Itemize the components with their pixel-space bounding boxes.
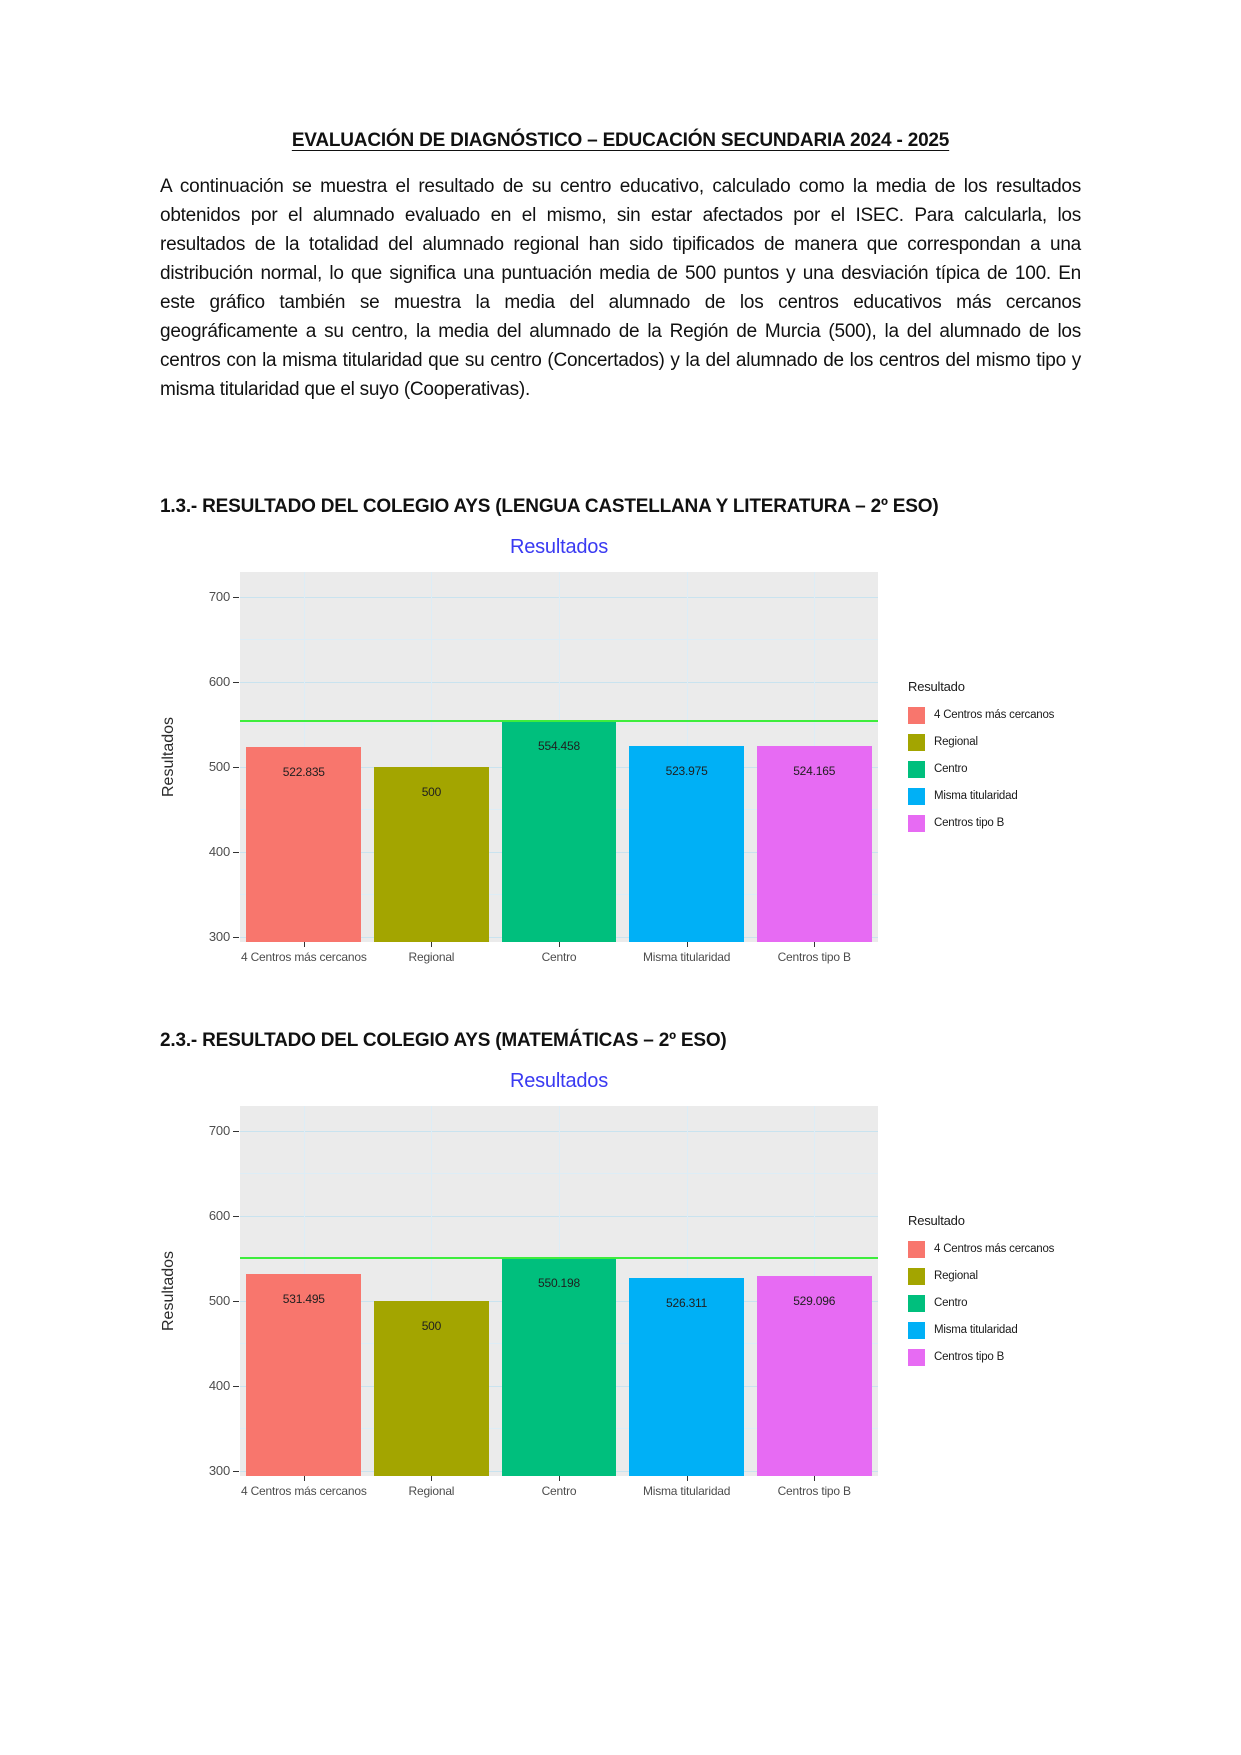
legend-title: Resultado <box>908 1212 965 1228</box>
bar-value-label: 500 <box>421 1318 442 1333</box>
x-tick-label: Misma titularidad <box>642 1484 731 1498</box>
x-tick-mark <box>687 1476 688 1481</box>
x-tick-label: Centro <box>541 1484 577 1498</box>
plot-area <box>240 1106 878 1476</box>
legend-label: Regional <box>934 736 978 748</box>
legend-swatch <box>908 1268 925 1285</box>
y-tick-mark <box>233 682 239 683</box>
legend-swatch <box>908 707 925 724</box>
y-tick-mark <box>233 767 239 768</box>
section-heading-matematicas: 2.3.- RESULTADO DEL COLEGIO AYS (MATEMÁTICAS – 2º ESO) <box>160 1030 727 1051</box>
x-tick-label: Centros tipo B <box>777 1484 851 1498</box>
y-axis-title: Resultados <box>160 716 177 798</box>
x-tick-label: Centro <box>541 950 577 964</box>
y-axis-title: Resultados <box>160 1250 177 1332</box>
y-tick-label: 700 <box>208 588 230 604</box>
bar-value-label: 523.975 <box>665 764 708 779</box>
x-tick-mark <box>814 1476 815 1481</box>
x-tick-mark <box>431 942 432 947</box>
x-tick-mark <box>304 1476 305 1481</box>
section-heading-lengua: 1.3.- RESULTADO DEL COLEGIO AYS (LENGUA CASTELLANA Y LITERATURA – 2º ESO) <box>160 496 939 517</box>
legend-title: Resultado <box>908 678 965 694</box>
y-tick-label: 300 <box>208 928 230 944</box>
legend-label: Centro <box>934 1297 968 1309</box>
legend-item <box>908 729 1080 756</box>
bar-value-label: 531.495 <box>282 1292 325 1306</box>
bar-value-label: 529.096 <box>793 1294 836 1308</box>
bar-value-label: 526.311 <box>666 1296 708 1311</box>
document-title: EVALUACIÓN DE DIAGNÓSTICO – EDUCACIÓN SECUNDARIA 2024 - 2025 <box>291 130 950 151</box>
bar-value-label: 522.835 <box>282 765 325 780</box>
bar-value-label: 524.165 <box>793 764 836 779</box>
y-tick-mark <box>233 1471 239 1472</box>
y-tick-mark <box>233 597 239 598</box>
legend-label: Centros tipo B <box>934 1351 1005 1363</box>
legend-label: Centros tipo B <box>934 817 1005 829</box>
x-tick-label: 4 Centros más cercanos <box>240 950 367 964</box>
y-tick-mark <box>233 1386 239 1387</box>
bar-value-label: 554.458 <box>538 738 580 753</box>
intro-paragraph: A continuación se muestra el resultado de su centro educativo, calculado como la media de los resultados obtenidos por el alumnado evaluado en el mismo, sin estar afectados por el ISEC. Para calcularla, los resultados de la totalidad del alumnado regional han sido tipificados de manera que correspondan a una distribución normal, lo que significa una puntuación media de 500 puntos y una desviación típica de 100. En este gráfico también se muestra la media del alumnado de los centros educativos más cercanos geográficamente a su centro, la media del alumnado de la Región de Murcia (500), la del alumnado de los centros con la misma titularidad que su centro (Concertados) y la del alumnado de los centros del mismo tipo y misma titularidad que el suyo (Cooperativas). <box>160 176 1081 400</box>
x-tick-mark <box>814 942 815 947</box>
x-tick-mark <box>431 1476 432 1481</box>
chart-title: Resultados <box>509 536 609 558</box>
x-tick-mark <box>559 1476 560 1481</box>
legend-item <box>908 1290 1080 1317</box>
y-tick-mark <box>233 1131 239 1132</box>
x-tick-label: Centros tipo B <box>777 950 851 964</box>
legend-swatch <box>908 1295 925 1312</box>
legend-item <box>908 810 1080 837</box>
legend-swatch <box>908 761 925 778</box>
legend-label: Misma titularidad <box>934 790 1018 802</box>
legend-swatch <box>908 815 925 832</box>
legend-item <box>908 1263 1080 1290</box>
chart-lengua-castellana <box>160 536 1080 976</box>
legend-swatch <box>908 788 925 805</box>
x-tick-mark <box>559 942 560 947</box>
y-tick-mark <box>233 1301 239 1302</box>
y-tick-label: 500 <box>208 1292 230 1308</box>
bar-value-label: 500 <box>421 784 442 799</box>
x-tick-mark <box>687 942 688 947</box>
legend-label: 4 Centros más cercanos <box>934 1243 1055 1255</box>
y-tick-label: 600 <box>208 1207 230 1223</box>
bar-3 <box>502 721 617 943</box>
legend-item <box>908 756 1080 783</box>
plot-area <box>240 572 878 942</box>
legend-label: 4 Centros más cercanos <box>934 709 1055 721</box>
legend-item <box>908 1344 1080 1371</box>
y-tick-mark <box>233 852 239 853</box>
x-tick-label: Misma titularidad <box>642 950 731 964</box>
reference-line <box>240 720 878 722</box>
legend-item <box>908 783 1080 810</box>
legend-swatch <box>908 734 925 751</box>
y-tick-label: 400 <box>208 1377 230 1393</box>
reference-line <box>240 1257 878 1259</box>
bar-3 <box>502 1258 617 1476</box>
bar-value-label: 550.198 <box>538 1276 580 1291</box>
chart-title: Resultados <box>509 1070 609 1092</box>
y-tick-label: 700 <box>208 1122 230 1138</box>
legend-item <box>908 702 1080 729</box>
x-tick-mark <box>304 942 305 947</box>
y-tick-label: 500 <box>208 758 230 774</box>
y-tick-label: 300 <box>208 1462 230 1478</box>
legend-label: Regional <box>934 1270 978 1282</box>
x-tick-label: Regional <box>408 950 455 964</box>
legend-item <box>908 1236 1080 1263</box>
y-tick-label: 600 <box>208 673 230 689</box>
x-tick-label: Regional <box>408 1484 455 1498</box>
legend-swatch <box>908 1349 925 1366</box>
legend-item <box>908 1317 1080 1344</box>
legend-label: Misma titularidad <box>934 1324 1018 1336</box>
y-tick-label: 400 <box>208 843 230 859</box>
y-tick-mark <box>233 937 239 938</box>
legend-label: Centro <box>934 763 968 775</box>
chart-matematicas <box>160 1070 1080 1510</box>
chart-legend <box>908 1213 1080 1371</box>
legend-swatch <box>908 1241 925 1258</box>
legend-swatch <box>908 1322 925 1339</box>
y-tick-mark <box>233 1216 239 1217</box>
chart-legend <box>908 679 1080 837</box>
x-tick-label: 4 Centros más cercanos <box>240 1484 367 1498</box>
